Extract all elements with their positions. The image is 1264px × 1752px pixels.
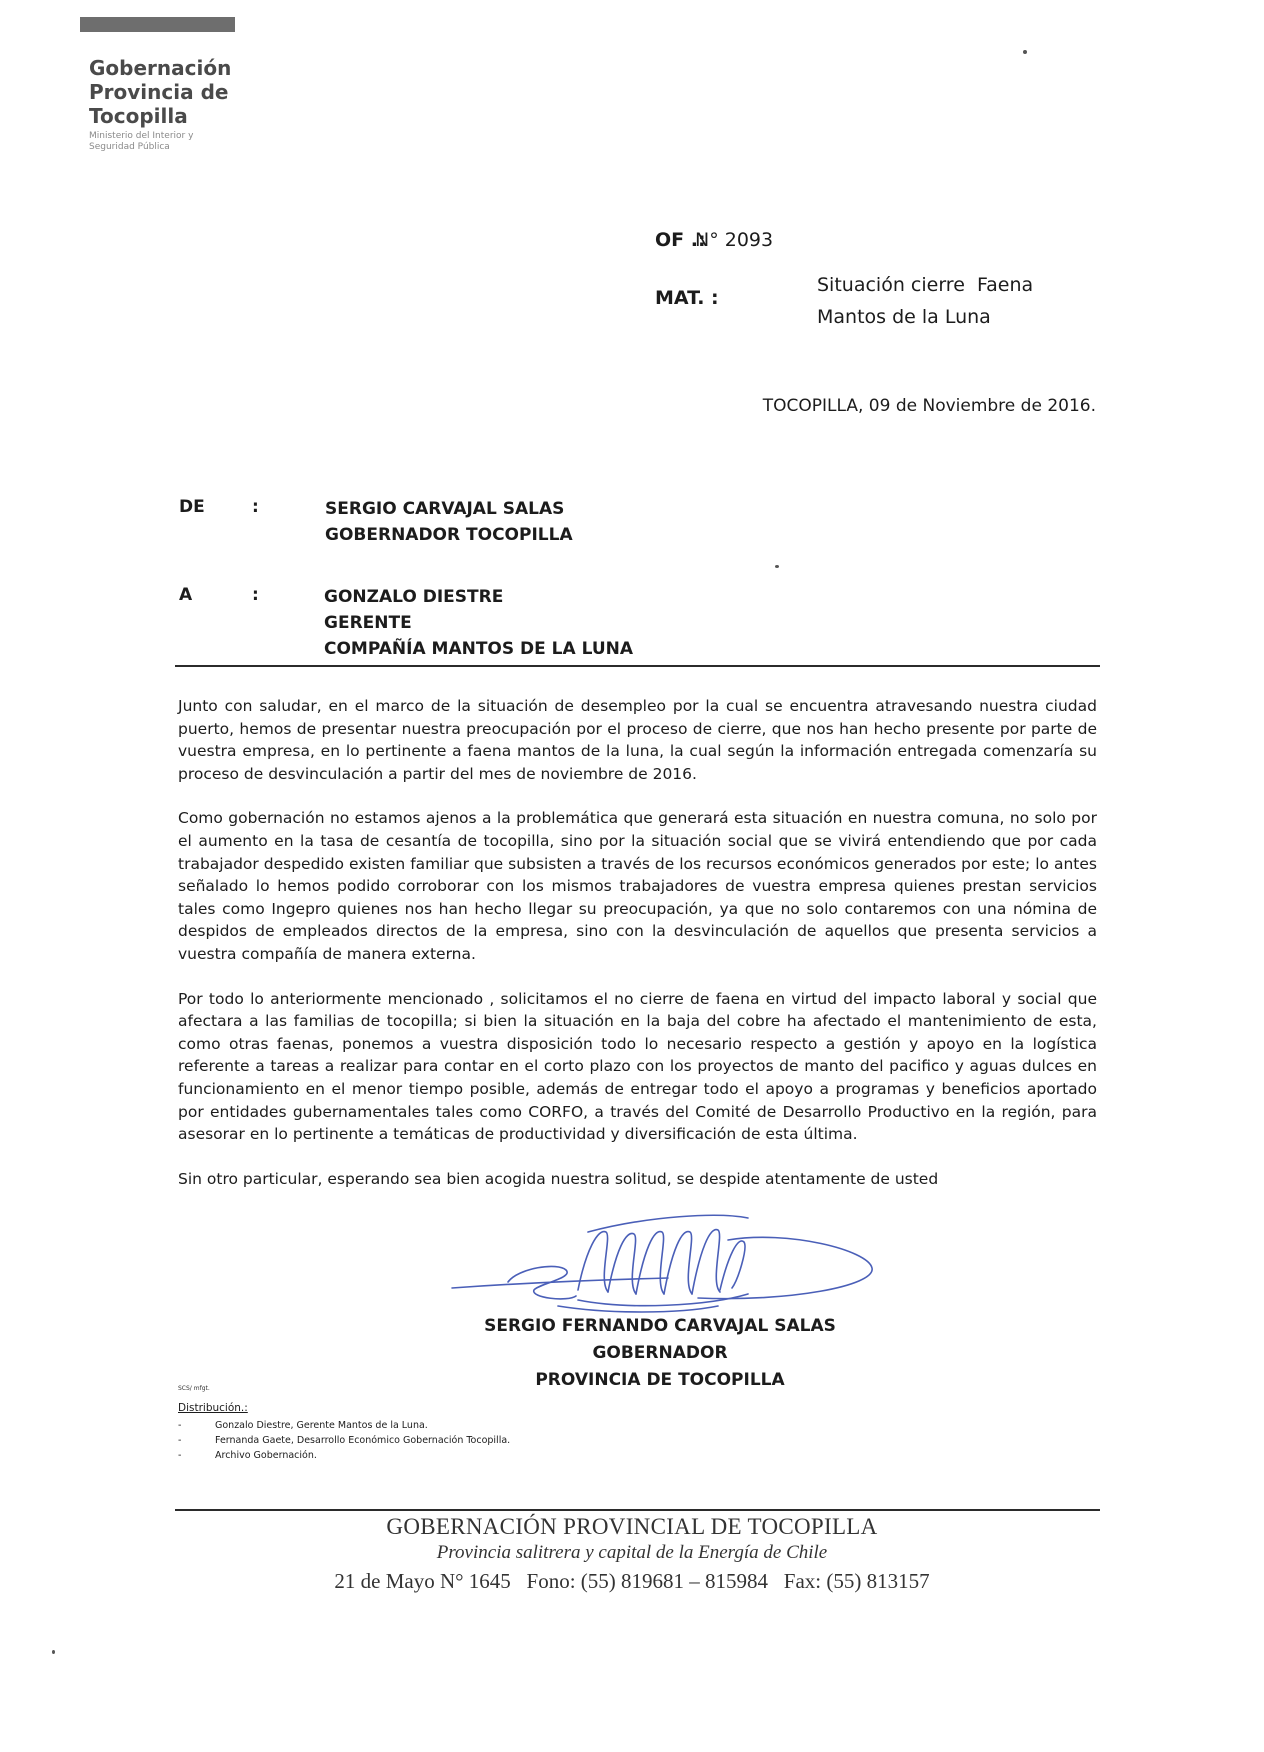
to-line-2: GERENTE xyxy=(324,613,412,633)
signer-name: SERGIO FERNANDO CARVAJAL SALAS xyxy=(484,1316,836,1336)
from-label: DE xyxy=(179,497,205,517)
footer-divider xyxy=(175,1509,1100,1511)
from-line-2: GOBERNADOR TOCOPILLA xyxy=(325,525,573,545)
scan-speck xyxy=(52,1650,55,1654)
header-divider xyxy=(175,665,1100,667)
footer-address: 21 de Mayo N° 1645 Fono: (55) 819681 – 815984 Fax: (55) 813157 xyxy=(334,1569,930,1593)
logo-bar xyxy=(80,17,235,32)
subject-label: MAT. : xyxy=(655,287,719,309)
signer-title: GOBERNADOR xyxy=(592,1343,728,1363)
scan-speck xyxy=(1023,50,1027,54)
footer-title: GOBERNACIÓN PROVINCIAL DE TOCOPILLA xyxy=(386,1514,878,1539)
subject-value xyxy=(817,269,1033,333)
to-line-3: COMPAÑÍA MANTOS DE LA LUNA xyxy=(324,639,634,659)
to-label: A xyxy=(179,585,193,605)
from-recipient xyxy=(325,496,573,548)
typist-initials: SCS/ mfgt. xyxy=(178,1385,210,1392)
logo-line-3: Tocopilla xyxy=(89,104,188,128)
letter-date: TOCOPILLA, 09 de Noviembre de 2016. xyxy=(762,396,1096,416)
signer-jurisdiction: PROVINCIA DE TOCOPILLA xyxy=(535,1370,785,1390)
institution-logo-title xyxy=(89,56,289,128)
distribution-item-text: Gonzalo Diestre, Gerente Mantos de la Luna. xyxy=(215,1420,428,1431)
list-bullet: - xyxy=(178,1435,182,1446)
office-number-value: N° 2093 xyxy=(695,229,774,251)
footer-motto: Provincia salitrera y capital de la Energía de Chile xyxy=(436,1542,828,1563)
to-colon: : xyxy=(252,585,259,605)
logo-line-2: Provincia de xyxy=(89,80,229,104)
from-colon: : xyxy=(252,497,259,517)
body-paragraph-3: Por todo lo anteriormente mencionado , solicitamos el no cierre de faena en virtud del impacto laboral y social que afectara a las familias de tocopilla; si bien la situación en la baja del cobre ha afectado el mantenimiento de esta, como otras faenas, ponemos a vuestra disposición todo lo necesario respecto a gestión y apoyo en la logística referente a tareas a realizar para contar en el corto plazo con los proyectos de manto del pacifico y aguas dulces en funcionamiento en el menor tiempo posible, además de entregar todo el apoyo a programas y beneficios aportado por entidades gubernamentales tales como CORFO, a través del Comité de Desarrollo Productivo en la región, para asesorar en lo pertinente a temáticas de productividad y diversificación de esta última. xyxy=(178,989,1097,1144)
distribution-item-text: Archivo Gobernación. xyxy=(215,1450,317,1461)
logo-sub-line-2: Seguridad Pública xyxy=(89,142,170,152)
body-paragraph-2: Como gobernación no estamos ajenos a la problemática que generará esta situación en nuestra comuna, no solo por el aumento en la tasa de cesantía de tocopilla, sino por la situación social que se vivirá entendiendo que por cada trabajador despedido existen familiar que subsisten a través de los recursos económicos generados por este; lo antes señalado lo hemos podido corroborar con los mismos trabajadores de vuestra empresa quienes prestan servicios tales como Ingepro quienes nos han hecho llegar su preocupación, ya que no solo contaremos con una nómina de despidos de empleados directos de la empresa, sino con la desvinculación de aquellos que presenta servicios a vuestra compañía de manera externa. xyxy=(178,809,1097,963)
handwritten-signature xyxy=(448,1210,878,1320)
from-line-1: SERGIO CARVAJAL SALAS xyxy=(325,499,565,519)
logo-line-1: Gobernación xyxy=(89,56,232,80)
to-recipient xyxy=(324,584,633,662)
signature-block xyxy=(440,1313,880,1394)
letter-body xyxy=(178,695,1097,1212)
subject-line-2: Mantos de la Luna xyxy=(817,306,991,328)
list-bullet: - xyxy=(178,1450,182,1461)
institution-logo-subtitle xyxy=(89,131,289,153)
distribution-title: Distribución.: xyxy=(178,1402,248,1414)
subject-line-1: Situación cierre Faena xyxy=(817,274,1034,296)
body-paragraph-4: Sin otro particular, esperando sea bien acogida nuestra solitud, se despide atentamente de usted xyxy=(178,1169,939,1188)
distribution-item-text: Fernanda Gaete, Desarrollo Económico Gobernación Tocopilla. xyxy=(215,1435,511,1446)
office-number-label: OF .: xyxy=(655,229,706,251)
logo-sub-line-1: Ministerio del Interior y xyxy=(89,131,194,141)
to-line-1: GONZALO DIESTRE xyxy=(324,587,504,607)
list-bullet: - xyxy=(178,1420,182,1431)
scan-speck xyxy=(775,565,779,568)
body-paragraph-1: Junto con saludar, en el marco de la situación de desempleo por la cual se encuentra atravesando nuestra ciudad puerto, hemos de presentar nuestra preocupación por el proceso de cierre, que nos han hecho presente por parte de vuestra empresa, en lo pertinente a faena mantos de la luna, la cual según la información entregada comenzaría su proceso de desvinculación a partir del mes de noviembre de 2016. xyxy=(178,697,1097,783)
